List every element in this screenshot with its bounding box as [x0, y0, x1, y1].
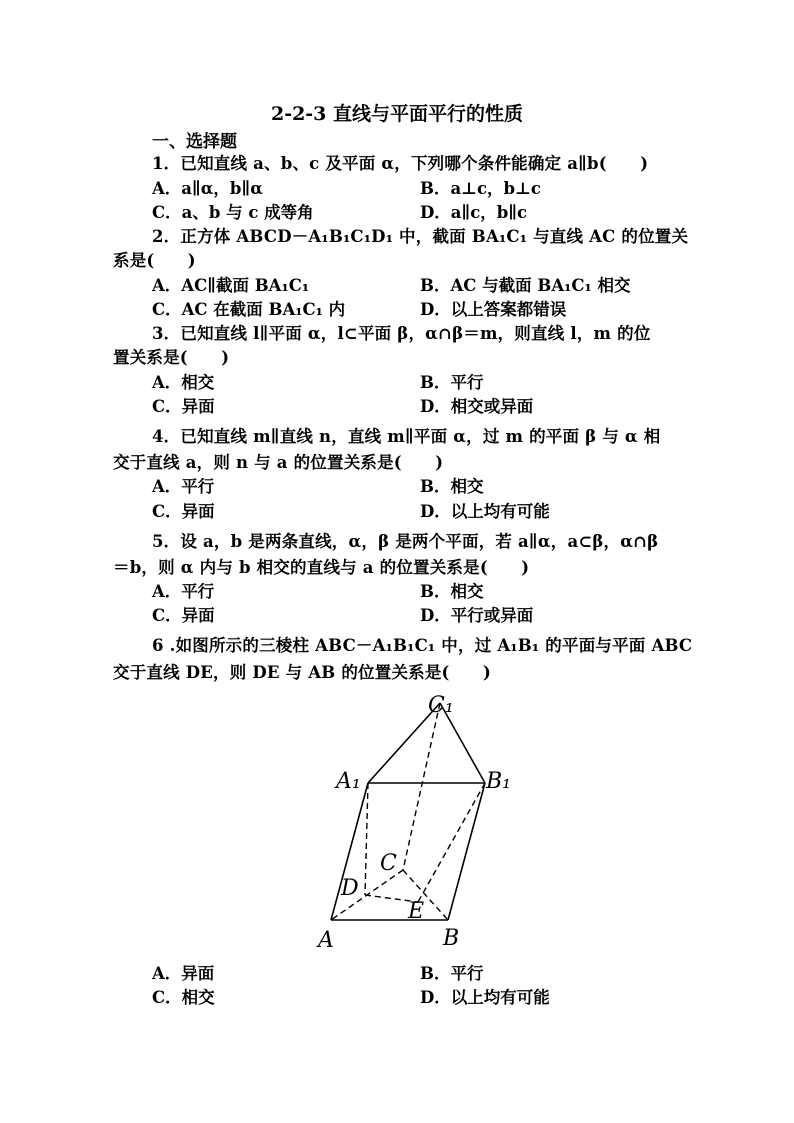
- question-6-line-2: 交于直线 DE，则 DE 与 AB 的位置关系是( ): [113, 663, 491, 682]
- label-a: A: [318, 928, 334, 953]
- question-2-option-a: A．AC∥截面 BA₁C₁: [152, 276, 310, 295]
- question-1-option-b: B．a⊥c，b⊥c: [420, 179, 541, 198]
- question-5-option-d: D．平行或异面: [420, 606, 534, 625]
- question-3-option-b: B．平行: [420, 373, 484, 392]
- edge-b1-e-hidden: [418, 783, 485, 902]
- question-4-line-1: 4．已知直线 m∥直线 n，直线 m∥平面 α，过 m 的平面 β 与 α 相: [152, 427, 661, 446]
- prism-figure: [300, 680, 540, 955]
- question-3-option-d: D．相交或异面: [420, 397, 534, 416]
- question-5-line-1: 5．设 a，b 是两条直线，α，β 是两个平面，若 a∥α，a⊂β，α∩β: [152, 532, 659, 551]
- question-4-line-2: 交于直线 a，则 n 与 a 的位置关系是( ): [113, 453, 444, 472]
- section-heading: 一、选择题: [152, 132, 237, 152]
- label-c: C: [380, 851, 397, 876]
- question-6-option-c: C．相交: [152, 988, 215, 1007]
- question-3-option-a: A．相交: [152, 373, 215, 392]
- question-6-option-a: A．异面: [152, 964, 215, 983]
- question-3-option-c: C．异面: [152, 397, 215, 416]
- question-2-line-1: 2．正方体 ABCD－A₁B₁C₁D₁ 中，截面 BA₁C₁ 与直线 AC 的位置关: [152, 227, 689, 246]
- edge-c1-c-hidden: [403, 703, 440, 870]
- question-4-option-b: B．相交: [420, 477, 484, 496]
- question-2-option-d: D．以上答案都错误: [420, 300, 567, 319]
- question-6-option-d: D．以上均有可能: [420, 988, 550, 1007]
- label-a1: A₁: [336, 769, 361, 794]
- question-5-line-2: ＝b，则 α 内与 b 相交的直线与 a 的位置关系是( ): [113, 558, 530, 577]
- question-3-line-1: 3．已知直线 l∥平面 α，l⊂平面 β，α∩β＝m，则直线 l，m 的位: [152, 324, 651, 343]
- question-1-option-d: D．a∥c，b∥c: [420, 203, 528, 222]
- label-c1: C₁: [428, 693, 454, 718]
- question-2-option-c: C．AC 在截面 BA₁C₁ 内: [152, 300, 346, 319]
- question-1-line-1: 1．已知直线 a、b、c 及平面 α，下列哪个条件能确定 a∥b( ): [152, 154, 649, 173]
- edge-a1-d-hidden: [365, 783, 368, 895]
- question-2-line-2: 系是( ): [113, 251, 196, 270]
- label-b: B: [443, 926, 460, 951]
- edge-b1-b: [448, 783, 485, 920]
- question-2-option-b: B．AC 与截面 BA₁C₁ 相交: [420, 276, 631, 295]
- question-1-option-c: C．a、b 与 c 成等角: [152, 203, 314, 222]
- question-3-line-2: 置关系是( ): [113, 348, 230, 367]
- question-4-option-c: C．异面: [152, 502, 215, 521]
- question-5-option-c: C．异面: [152, 606, 215, 625]
- page-title: 2-2-3 直线与平面平行的性质: [270, 103, 524, 125]
- question-6-option-b: B．平行: [420, 964, 484, 983]
- label-d: D: [341, 876, 359, 901]
- question-5-option-a: A．平行: [152, 582, 215, 601]
- question-4-option-a: A．平行: [152, 477, 215, 496]
- question-5-option-b: B．相交: [420, 582, 484, 601]
- question-6-line-1: 6 .如图所示的三棱柱 ABC－A₁B₁C₁ 中，过 A₁B₁ 的平面与平面 ABC: [152, 636, 693, 655]
- label-e: E: [408, 899, 425, 924]
- question-4-option-d: D．以上均有可能: [420, 502, 550, 521]
- label-b1: B₁: [486, 769, 511, 794]
- question-1-option-a: A．a∥α，b∥α: [152, 179, 263, 198]
